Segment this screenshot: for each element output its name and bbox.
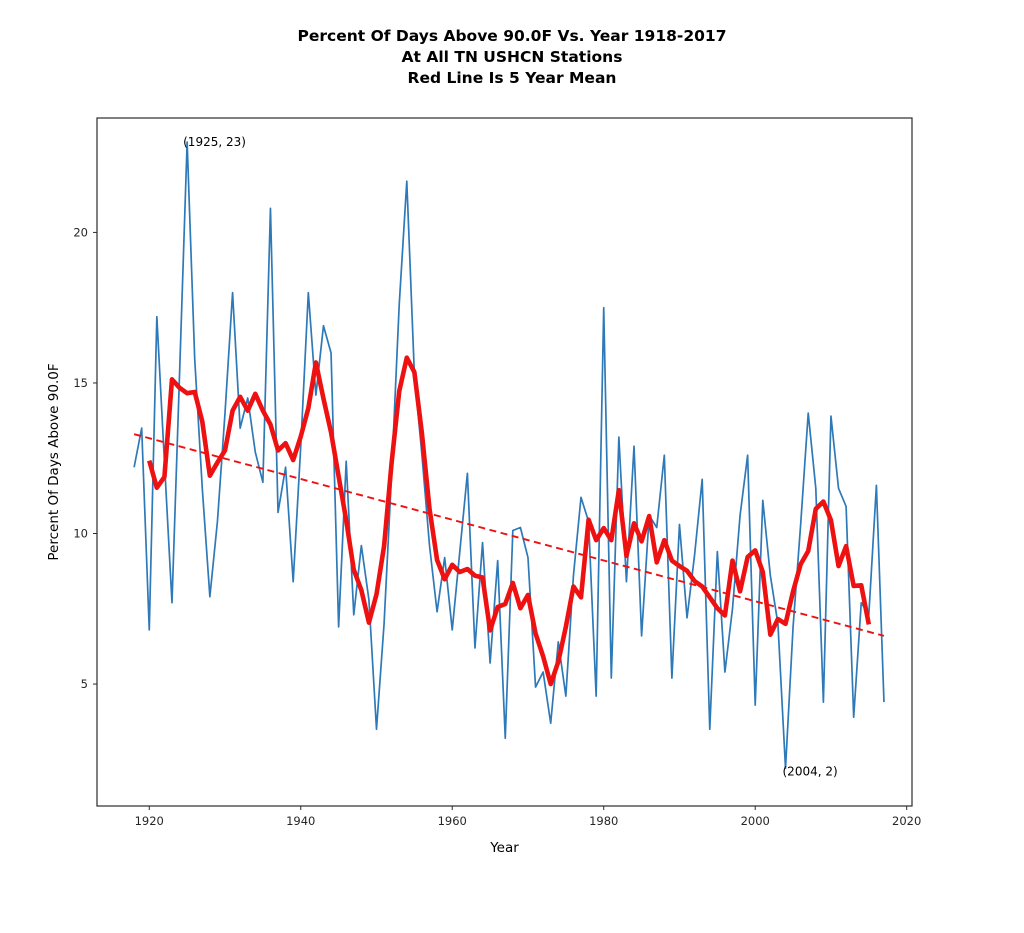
trend-line [134, 434, 884, 636]
x-tick-label: 1960 [437, 814, 467, 828]
annual-series-line [134, 142, 884, 768]
chart-title-line-3: Red Line Is 5 Year Mean [407, 69, 617, 87]
x-tick-label: 2000 [740, 814, 770, 828]
x-tick-label: 1920 [134, 814, 164, 828]
y-tick-label: 10 [73, 526, 88, 541]
x-tick-label: 1940 [286, 814, 316, 828]
y-axis-label: Percent Of Days Above 90.0F [46, 363, 62, 561]
y-tick-label: 5 [80, 677, 88, 692]
annotation-2004: (2004, 2) [782, 764, 838, 779]
annotation-1925: (1925, 23) [183, 135, 246, 150]
chart-title-line-1: Percent Of Days Above 90.0F Vs. Year 1918-2017 [297, 27, 727, 45]
chart-title-line-2: At All TN USHCN Stations [401, 48, 623, 66]
y-tick-label: 20 [73, 225, 88, 240]
y-tick-label: 15 [73, 375, 88, 390]
x-tick-label: 1980 [589, 814, 619, 828]
x-tick-label: 2020 [892, 814, 922, 828]
x-axis-label: Year [490, 840, 519, 856]
